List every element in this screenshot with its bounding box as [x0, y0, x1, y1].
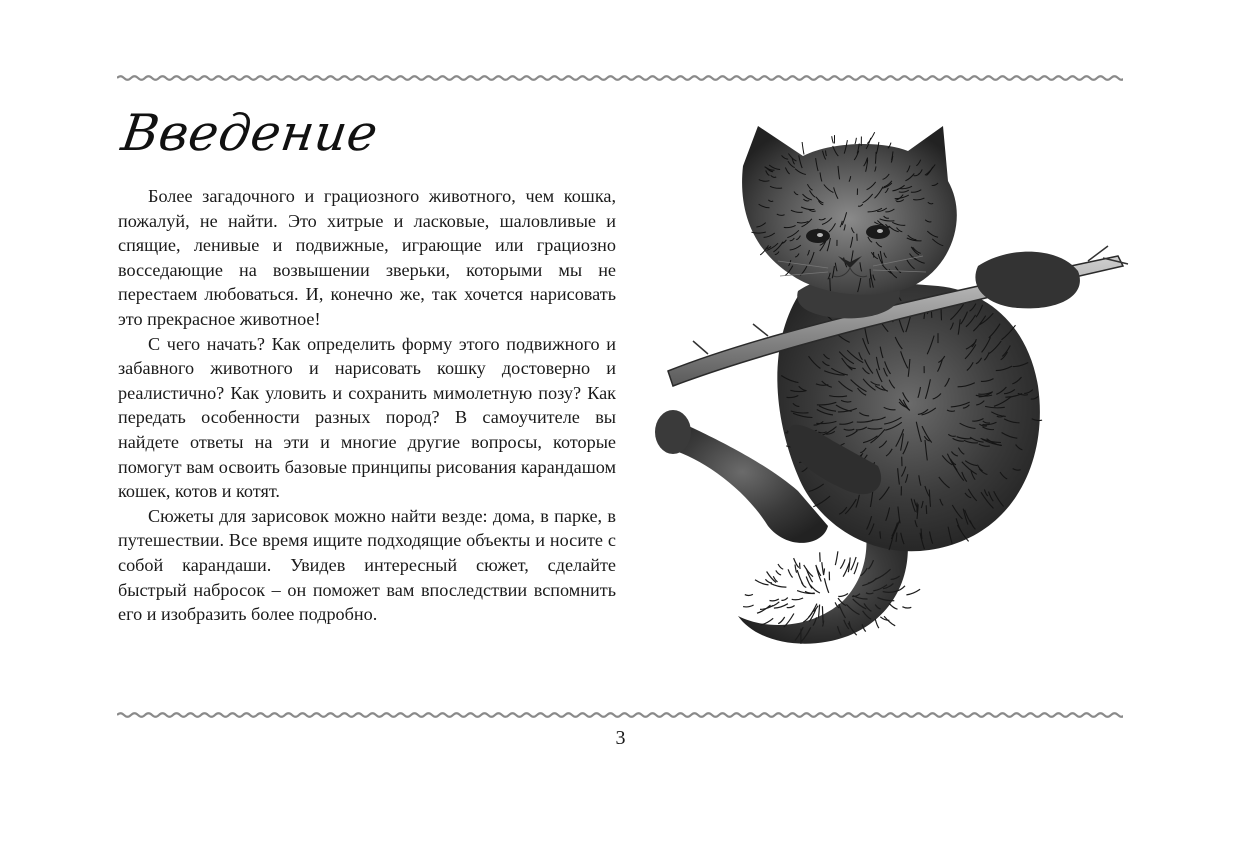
fur-stroke [802, 142, 804, 155]
fur-stroke [875, 619, 879, 628]
fur-stroke [745, 594, 753, 595]
paragraph-3: Сюжеты для зарисовок можно найти везде: дома, в парке, в путешествии. Все время ищите подходящие объекты и носите с собой карандаши. Увидев интересный сюжет, сделайте быстрый набросок – он поможет вам впоследствии вспомнить его и изобразить более подробно. [118, 505, 616, 625]
fur-stroke [820, 552, 821, 562]
fur-stroke [769, 602, 780, 607]
fur-stroke [835, 551, 838, 565]
fur-stroke [822, 606, 823, 623]
fur-stroke [855, 138, 857, 144]
fur-stroke [840, 559, 845, 568]
body-text [118, 184, 616, 627]
kitten-on-branch-sketch-icon [648, 96, 1148, 686]
fur-stroke [889, 603, 898, 609]
fur-stroke [778, 564, 783, 569]
fur-stroke [824, 578, 828, 593]
paragraph-2: С чего начать? Как определить форму этого подвижного и забавного животного и нарисовать кошку достоверно и реалистично? Как уловить и сохранить мимолетную позу? Как передать особенности разных пород? В самоучителе вы найдете ответы на эти и многие другие вопросы, которые помогут вам освоить базовые принципы рисования карандашом кошек, котов и котят. [118, 333, 616, 502]
fur-stroke [822, 562, 824, 575]
fur-stroke [770, 599, 779, 601]
fur-stroke [818, 605, 819, 619]
fur-stroke [830, 278, 831, 291]
paragraph-1: Более загадочного и грациозного животного, чем кошка, пожалуй, не найти. Это хитрые и ласковые, шаловливые и спящие, ленивые и подвижные, играющие или грациозно восседающие на возвышении зверьки, которыми мы не перестаем любоваться. И, конечно же, так хочется нарисовать это прекрасное животное! [118, 186, 616, 329]
top-wavy-divider [117, 73, 1123, 83]
fur-stroke [902, 607, 911, 608]
fur-stroke [926, 505, 927, 514]
fur-stroke [794, 558, 799, 568]
fur-stroke [832, 136, 834, 143]
page-number: 3 [615, 727, 626, 749]
fur-stroke [781, 598, 787, 601]
fur-stroke [810, 585, 820, 593]
fur-stroke [776, 570, 781, 575]
fur-stroke [906, 589, 920, 595]
fur-stroke [765, 579, 772, 583]
fur-stroke [767, 572, 777, 583]
fur-stroke [802, 582, 807, 587]
fur-stroke [884, 616, 895, 626]
fur-stroke [792, 598, 803, 600]
body [777, 282, 1042, 552]
fur-stroke [838, 594, 848, 597]
fur-stroke [800, 563, 801, 569]
fur-stroke [787, 606, 795, 608]
fur-stroke [760, 618, 773, 625]
fur-stroke [854, 562, 858, 574]
fur-stroke [771, 584, 787, 588]
fur-stroke [795, 565, 797, 573]
fur-stroke [743, 605, 754, 607]
page-title: Введение [118, 104, 382, 162]
fur-stroke [788, 569, 793, 577]
bottom-wavy-divider [117, 710, 1123, 720]
head [742, 126, 957, 295]
fur-stroke [778, 617, 785, 624]
fur-stroke [851, 557, 856, 570]
